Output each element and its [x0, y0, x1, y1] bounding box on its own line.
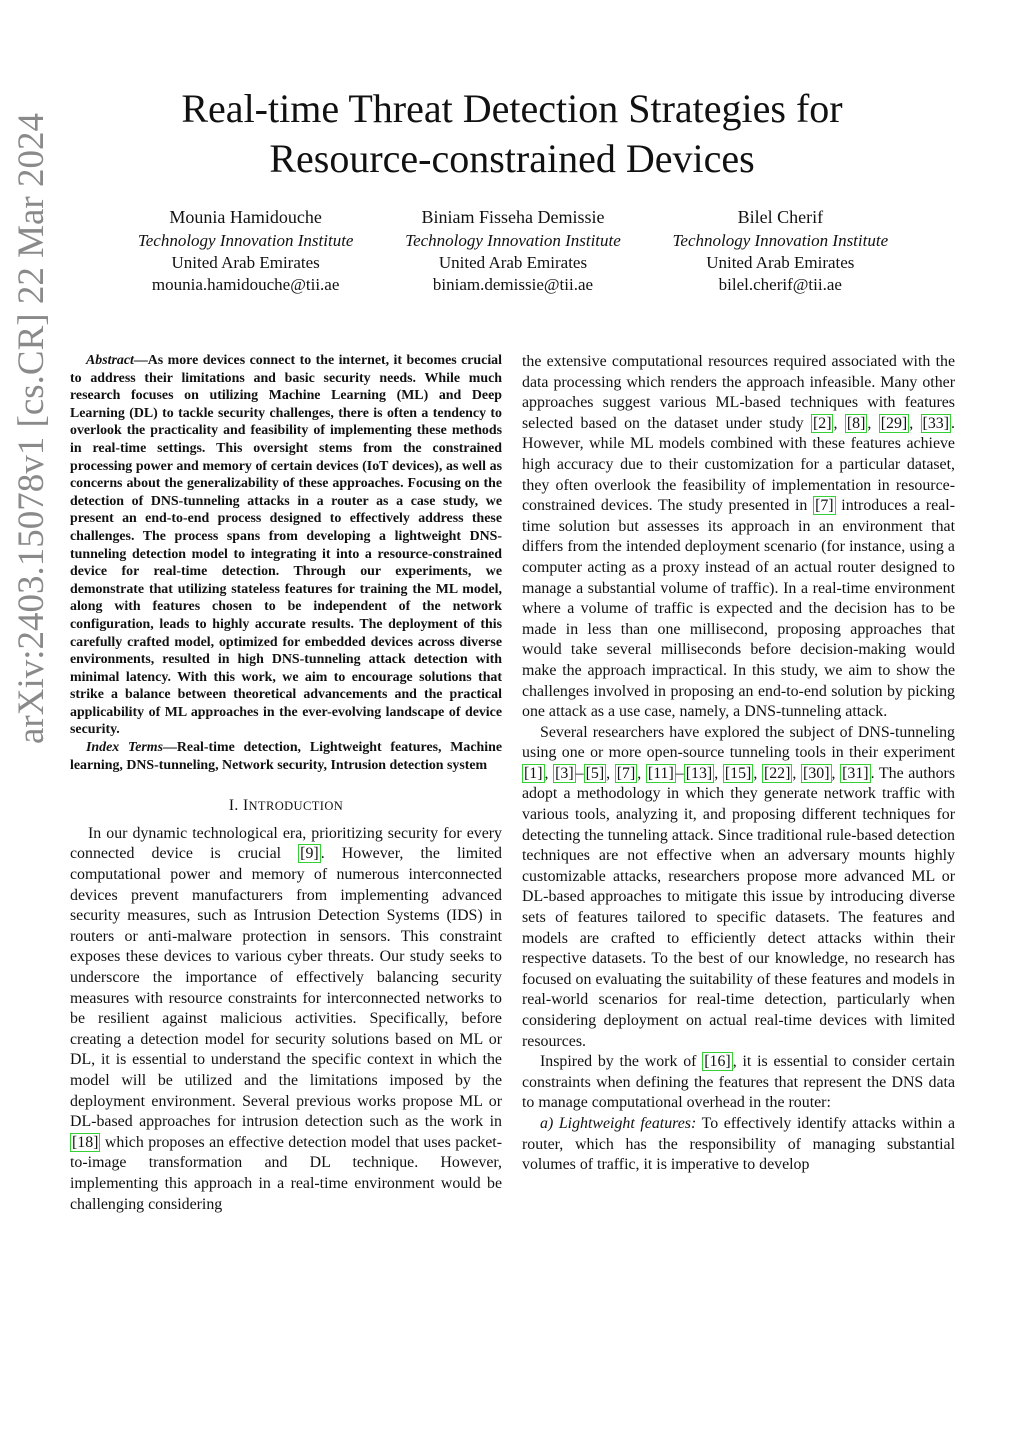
index-terms: [70, 739, 502, 774]
abstract: [70, 352, 502, 739]
author-1: [112, 206, 379, 296]
author-name: Biniam Fisseha Demissie: [421, 207, 605, 227]
citation-link[interactable]: [11]: [647, 764, 674, 782]
abstract-label: Abstract: [86, 353, 134, 368]
paper-title: [0, 84, 1024, 184]
index-terms-label: Index Terms: [86, 740, 163, 756]
citation-link[interactable]: [18]: [72, 1133, 99, 1151]
intro-paragraph-1: In our dynamic technological era, prioritizing security for every connected device is crucial [9] . However, the limited computational power and memory of numerous interconnected devices prevent manufacturers from implementing advanced security measures, such as Intrusion Detection Systems (IDS) in routers or anti-malware protection in sensors. This constraint exposes these devices to various cyber threats. Our study seeks to underscore the importance of effectively balancing security measures with resource constraints for interconnected networks to be resilient against malicious activities. Specifically, before creating a detection model for security solutions based on ML or DL, it is essential to understand the specific context in which the model will be utilized and the limitations imposed by the deployment environment. Several previous works propose ML or DL-based approaches for intrusion detection such as the work in [18] which proposes an effective detection model that uses packet-to-image transformation and DL technique. However, implementing this approach in a real-time environment would be challenging considering: [70, 824, 503, 1213]
citation-link[interactable]: [9]: [300, 845, 319, 863]
title-line-1: Real-time Threat Detection Strategies for: [181, 86, 843, 131]
paragraph-heading: a) Lightweight features:: [540, 1114, 697, 1132]
author-name: Bilel Cherif: [737, 207, 824, 227]
title-line-2: Resource-constrained Devices: [269, 136, 755, 181]
intro-paragraph-2: Several researchers have explored the subject of DNS-tunneling using one or more open-source tunneling tools in their experiment [1] , [3] – [5] , [7] , [11] – [13] , [15] , [22] , [30] , [31] . The authors adopt a methodology in which they generate network traffic with various tools, analyzing it, and proposing different techniques for detecting the tunneling attack. Since traditional rule-based detection techniques are not effective when an adversary mounts highly customizable attacks, researchers propose more advanced ML or DL-based approaches to mitigate this issue by introducing diverse sets of features tailored to specific datasets. The features and models are crafted to efficiently detect attacks within their respective datasets. To the best of our knowledge, no research has focused on evaluating the suitability of these features and models in real-world scenarios for real-time detection, particularly when considering deployment on actual real-time devices with limited resources.: [522, 723, 956, 1050]
left-column: [70, 352, 502, 1215]
author-country: United Arab Emirates: [438, 253, 588, 272]
citation-link[interactable]: [30]: [803, 764, 830, 782]
author-country: United Arab Emirates: [706, 253, 855, 272]
citation-link[interactable]: [29]: [880, 414, 908, 432]
arxiv-identifier: arXiv:2403.15078v1 [cs.CR] 22 Mar 2024: [11, 113, 52, 744]
citation-link[interactable]: [8]: [846, 414, 866, 432]
citation-link[interactable]: [2]: [812, 414, 832, 432]
author-email: bilel.cherif@tii.ae: [718, 275, 842, 294]
citation-link[interactable]: [3]: [555, 764, 574, 782]
citation-link[interactable]: [33]: [922, 414, 950, 432]
author-institution: Technology Innovation Institute: [405, 231, 621, 250]
author-name: Mounia Hamidouche: [169, 207, 322, 227]
citation-link[interactable]: [13]: [685, 764, 713, 782]
section-heading-introduction: I. INTRODUCTION: [228, 797, 344, 815]
citation-link[interactable]: [16]: [704, 1053, 731, 1071]
intro-paragraph-3: Inspired by the work of [16] , it is essential to consider certain constraints when defining the features that represent the DNS data to manage computational overhead in the router:: [522, 1053, 956, 1112]
author-email: mounia.hamidouche@tii.ae: [151, 275, 340, 294]
author-email: biniam.demissie@tii.ae: [432, 275, 594, 294]
index-terms-text: —Real-time detection, Lightweight features, Machine learning, DNS-tunneling, Network security, Intrusion detection system: [70, 740, 502, 773]
author-2: [379, 206, 646, 296]
author-institution: Technology Innovation Institute: [137, 231, 354, 250]
author-3: [647, 206, 914, 296]
intro-paragraph-continued: the extensive computational resources required associated with the data processing which renders the approach infeasible. Many other approaches suggest various ML-based techniques with features selected based on the dataset under study [2] , [8] , [29] , [33] . However, while ML models combined with these features achieve high accuracy due to their customization for a particular dataset, they often overlook the feasibility of implementation in resource-constrained devices. The study presented in [7] introduces a real-time solution but assesses its approach in an environment that differs from the intended deployment scenario (for instance, using a computer acting as a proxy instead of an actual router designed to manage a substantial volume of traffic). In a real-time environment where a volume of traffic is expected and the decision has to be made in less than one millisecond, proposing approaches that would take several milliseconds before decision-making would make the approach impractical. In this study, we aim to show the challenges involved in proposing an end-to-end solution by picking one attack as a use case, namely, a DNS-tunneling attack.: [522, 353, 955, 721]
citation-link[interactable]: [7]: [815, 497, 834, 515]
citation-link[interactable]: [31]: [842, 764, 869, 782]
author-block: [112, 206, 914, 296]
citation-link[interactable]: [5]: [585, 764, 605, 782]
citation-link[interactable]: [15]: [724, 764, 752, 782]
right-column: [522, 352, 955, 1176]
abstract-text: —As more devices connect to the internet, it becomes crucial to address their limitations and basic security needs. While much research focuses on utilizing Machine Learning (ML) and Deep Learning (DL) to tackle security challenges, there is often a tendency to overlook the practicality and feasibility of implementing these methods in real-time settings. This oversight stems from the constrained processing power and memory of certain devices (IoT devices), as well as concerns about the generalizability of these approaches. Focusing on the detection of DNS-tunneling attacks in a router as a case study, we present an end-to-end process designed to effectively address these challenges. The process spans from developing a lightweight DNS-tunneling detection model to integrating it into a resource-constrained device for real-time detection. Through our experiments, we demonstrate that utilizing stateless features for training the ML model, along with features chosen to be independent of the network configuration, leads to highly accurate results. The deployment of this carefully crafted model, optimized for embedded devices across diverse environments, resulted in high DNS-tunneling attack detection with minimal latency. With this work, we aim to encourage solutions that strike a balance between theoretical advancements and the practical applicability of ML approaches in the ever-evolving landscape of device security.: [70, 353, 502, 738]
citation-link[interactable]: [22]: [763, 764, 791, 782]
author-institution: Technology Innovation Institute: [672, 231, 889, 250]
citation-link[interactable]: [1]: [524, 764, 543, 782]
citation-link[interactable]: [7]: [616, 764, 636, 782]
author-country: United Arab Emirates: [171, 253, 320, 272]
lightweight-features-paragraph: a) Lightweight features: To effectively identify attacks within a router, which has the responsibility of managing substantial volumes of traffic, it is imperative to develop: [522, 1114, 955, 1174]
